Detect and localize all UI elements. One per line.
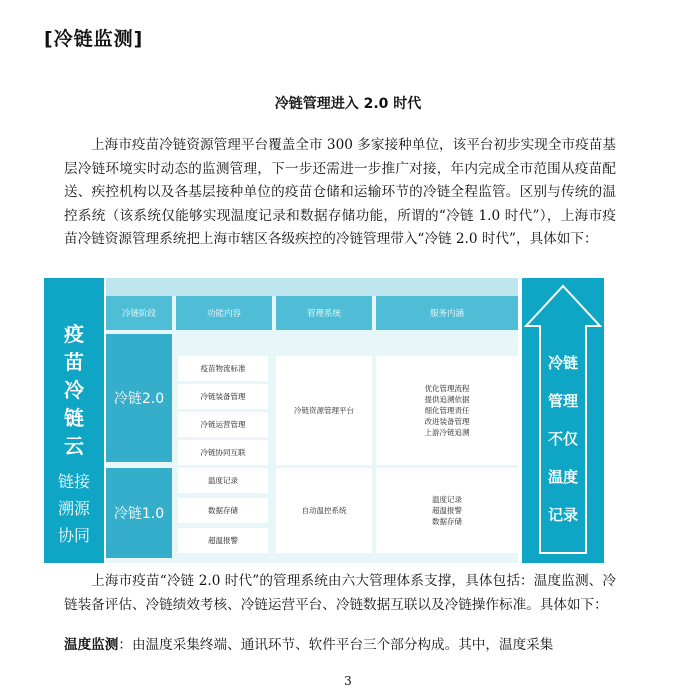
- function-item: 数据存储: [178, 498, 268, 523]
- function-item: 冷链协同互联: [178, 440, 268, 465]
- section-label: [冷链监测]: [44, 28, 144, 50]
- header-stage: 冷链阶段: [106, 296, 172, 330]
- service-item: 细化管理责任: [424, 406, 470, 415]
- system-1: 自动温控系统: [276, 468, 372, 553]
- right-text-line: 温度: [547, 468, 578, 486]
- stage-2-label: 冷链2.0: [106, 334, 172, 462]
- services-2: [376, 356, 518, 465]
- function-item: 疫苗物流标准: [178, 356, 268, 381]
- service-item: 优化管理流程: [424, 384, 470, 393]
- paragraph-3-text: ：由温度采集终端、通讯环节、软件平台三个部分构成。其中，温度采集: [118, 637, 554, 653]
- header-services: 服务内涵: [376, 296, 518, 330]
- left-sub-item: 协同: [57, 526, 90, 545]
- left-sub-item: 溯源: [57, 499, 90, 518]
- left-title-char: 链: [64, 406, 84, 430]
- paragraph-1: [64, 134, 616, 252]
- function-item: 超温报警: [178, 528, 268, 553]
- header-system: 管理系统: [276, 296, 372, 330]
- page-title: 冷链管理进入 2.0 时代: [274, 96, 422, 112]
- vaccine-cloud-title: [44, 320, 104, 460]
- service-item: 提供追溯依据: [424, 395, 470, 404]
- vaccine-cloud-subtitle: [44, 468, 104, 549]
- table-top-strip: [106, 278, 518, 296]
- right-text-line: 冷链: [547, 354, 578, 372]
- service-item: 数据存储: [432, 517, 462, 526]
- paragraph-3-lead: 温度监测: [64, 637, 119, 653]
- function-item: 冷链装备管理: [178, 384, 268, 409]
- service-item: 改进装备管理: [424, 417, 470, 426]
- right-text-line: 不仅: [547, 430, 578, 448]
- stage-1-label: 冷链1.0: [106, 468, 172, 558]
- paragraph-2-text: 上海市疫苗“冷链 2.0 时代”的管理系统由六大管理体系支撑，具体包括：温度监测、冷链装备评估、冷链绩效考核、冷链运营平台、冷链数据互联以及冷链操作标准。具体如下：: [64, 573, 616, 613]
- page-number: 3: [344, 674, 352, 688]
- left-title-char: 疫: [64, 322, 84, 346]
- paragraph-1-text: 上海市疫苗冷链资源管理平台覆盖全市 300 多家接种单位，该平台初步实现全市疫苗基层冷链环境实时动态的监测管理，下一步还需进一步推广对接，年内完成全市范围从疫苗配送、疾控机构以及各基层接种单位的疫苗仓储和运输环节的冷链全程监管。区别与传统的温控系统（该系统仅能够实现温度记录和数据存储功能，所谓的“冷链 1.0 时代”），上海市疫苗冷链资源管理系统把上海市辖区各级疾控的冷链管理带入“冷链 2.0 时代”，具体如下：: [64, 137, 616, 247]
- vaccine-cloud-band: [44, 278, 104, 563]
- function-item: 温度记录: [178, 468, 268, 493]
- paragraph-3: [64, 634, 616, 658]
- upward-arrow-panel: [522, 278, 604, 563]
- paragraph-2: [64, 570, 616, 617]
- left-title-char: 苗: [64, 350, 84, 374]
- right-text-line: 管理: [547, 392, 578, 410]
- service-item: 上游冷链追溯: [424, 428, 470, 437]
- service-item: 温度记录: [432, 495, 462, 504]
- left-sub-item: 链接: [57, 472, 90, 491]
- service-item: 超温报警: [432, 506, 462, 515]
- cold-chain-diagram: [44, 278, 604, 563]
- services-1: [376, 468, 518, 553]
- left-title-char: 云: [64, 434, 84, 458]
- system-2: 冷链资源管理平台: [276, 356, 372, 465]
- header-functions: 功能内容: [176, 296, 272, 330]
- stage-table: [106, 278, 518, 563]
- function-item: 冷链运营管理: [178, 412, 268, 437]
- right-text-line: 记录: [547, 506, 578, 524]
- left-title-char: 冷: [64, 378, 84, 402]
- right-panel-text: [522, 344, 604, 534]
